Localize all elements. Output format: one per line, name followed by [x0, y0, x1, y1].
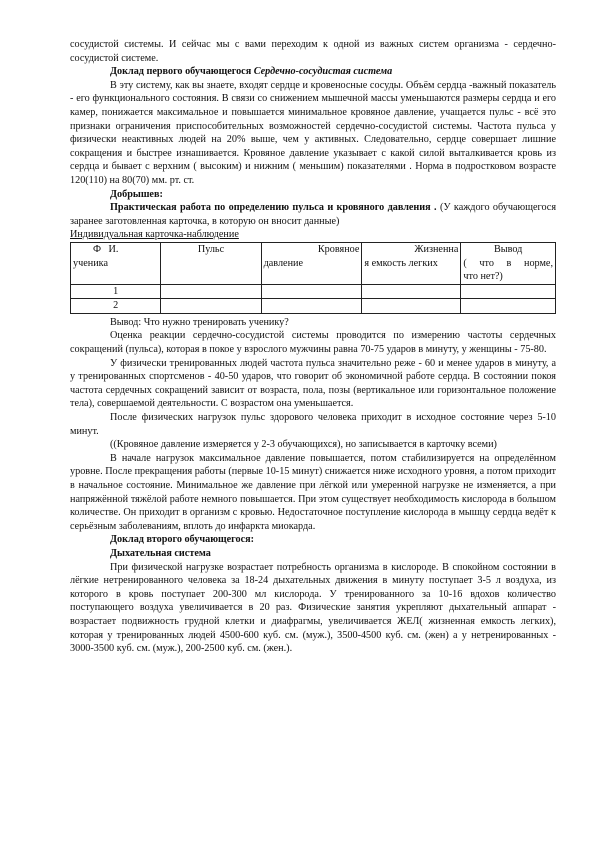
paragraph-recovery: После физических нагрузок пульс здорового человека приходит в исходное состояние через 5-10 минут.	[70, 412, 556, 437]
paragraph-respiratory: При физической нагрузке возрастает потребность организма в кислороде. В спокойном состоянии в лёгкие нетренированного человека за 18-24 дыхательных движения в минуту поступает 3-5 л воздуха, из которого в кровь поступает 200-300 мл кислорода. У тренированного за 10-16 вдохов количество поступающего воздуха увеличивается в 20 раз. Физические занятия укрепляют дыхательный аппарат - возрастает подвижность грудной клетки и диафрагмы, увеличивается ЖЕЛ( жизненная емкость легких), которая у тренированных людей 4500-600 куб. см. (муж.), 3500-4500 куб. см. (жен) а у нетренированных - 3000-3500 куб. см. (муж.), 200-2500 куб. см. (жен.).	[70, 561, 556, 655]
paragraph-cardio: В эту систему, как вы знаете, входят сердце и кровеносные сосуды. Объём сердца -важный показатель - его функционального состояния. В связи со снижением мышечной массы уменьшаются размеры сердца и его камер, понижается максимальное и повышается минимальное кровяное давление, учащается пульс - всё это признаки ограничения приспособительных возможностей сердечно-сосудистой системы. Частота пульса у физически неактивных людей на 20% выше, чем у активных. Следовательно, сердце совершает лишние сокращения и быстрее изнашивается. Кровяное давление указывает с какой силой выталкивается кровь из сердца и бывает с верхним ( высоким) и нижним ( меньшим) показателями . Норма в подростковом возрасте 120(110) на 80(70) мм. рт. ст.	[70, 79, 556, 186]
card-title: Индивидуальная карточка-наблюдение	[70, 229, 239, 241]
table-cell-capacity[interactable]	[362, 299, 461, 314]
heading-first-report-lead: Доклад первого обучающегося	[110, 66, 254, 78]
heading-respiratory-system: Дыхательная система	[110, 547, 211, 559]
header-conclusion: Вывод ( что в норме, что нет?)	[461, 242, 556, 284]
table-cell-number: 2	[71, 299, 161, 314]
table-cell-pressure[interactable]	[261, 284, 362, 299]
table-cell-capacity[interactable]	[362, 284, 461, 299]
paragraph-pressure-dynamics: В начале нагрузок максимальное давление повышается, потом стабилизируется на определённом уровне. После прекращения работы (первые 10-15 минут) снижается ниже исходного уровня, а потом приходит в начальное состояние. Минимальное же давление при лёгкой или умеренной нагрузке не изменяется, а при напряжённой тяжёлой работе немного повышается. При этом существует необходимость кислорода в большом количестве. Он приходит в организм с кровью. Недостаточное поступление кислорода в мышцу сердца ведёт к серьёзным заболеваниям, вплоть до инфаркта миокарда.	[70, 452, 556, 532]
header-student-name: Ф И. ученика	[71, 242, 161, 284]
table-cell-pressure[interactable]	[261, 299, 362, 314]
header-pulse: Пульс	[161, 242, 261, 284]
table-row	[71, 299, 556, 314]
paragraph-trained-pulse: У физически тренированных людей частота пульса значительно реже - 60 и менее ударов в минуту, а у тренированных спортсменов - 40-50 ударов, что говорит об экономичной работе сердца. В состоянии покоя частота сердечных сокращений зависит от возраста, пола, позы (вертикальное или горизонтальное положение тела), совершаемой деятельности. С возрастом она уменьшается.	[70, 357, 556, 410]
table-cell-conclusion[interactable]	[461, 299, 556, 314]
heading-first-report-topic: Сердечно-сосудистая система	[253, 66, 393, 78]
practical-work-title: Практическая работа по определению пульса и кровяного давления .	[110, 202, 437, 214]
paragraph-pressure-note: ((Кровяное давление измеряется у 2-3 обучающихся), но записывается в карточку всеми)	[110, 439, 497, 451]
header-blood-pressure: Кровяное давление	[261, 242, 362, 284]
paragraph-practical-work	[70, 201, 556, 228]
table-cell-pulse[interactable]	[161, 284, 261, 299]
table-cell-conclusion[interactable]	[461, 284, 556, 299]
paragraph-conclusion-question: Вывод: Что нужно тренировать ученику?	[110, 316, 289, 328]
heading-second-report: Доклад второго обучающегося:	[110, 534, 254, 546]
document-page	[70, 38, 556, 656]
table-cell-number: 1	[71, 284, 161, 299]
observation-card-table	[70, 242, 556, 314]
heading-speaker: Добрышев:	[110, 188, 163, 200]
practical-work-note: (У каждого обучающегося заранее заготовленная карточка, в которую он вносит данные)	[70, 202, 557, 227]
table-cell-pulse[interactable]	[161, 299, 261, 314]
paragraph-intro-end: сосудистой системы. И сейчас мы с вами переходим к одной из важных систем организма - сердечно-сосудистой системе.	[70, 39, 556, 64]
paragraph-pulse-assessment: Оценка реакции сердечно-сосудистой системы проводится по измерению частоты сердечных сокращений (пульса), которая в покое у взрослого мужчины равна 70-75 ударов в минуту, у женщины - 75-80.	[70, 330, 556, 356]
table-header-row	[71, 242, 556, 284]
header-lung-capacity: Жизненна я емкость легких	[362, 242, 461, 284]
table-row	[71, 284, 556, 299]
heading-first-report	[70, 65, 556, 79]
